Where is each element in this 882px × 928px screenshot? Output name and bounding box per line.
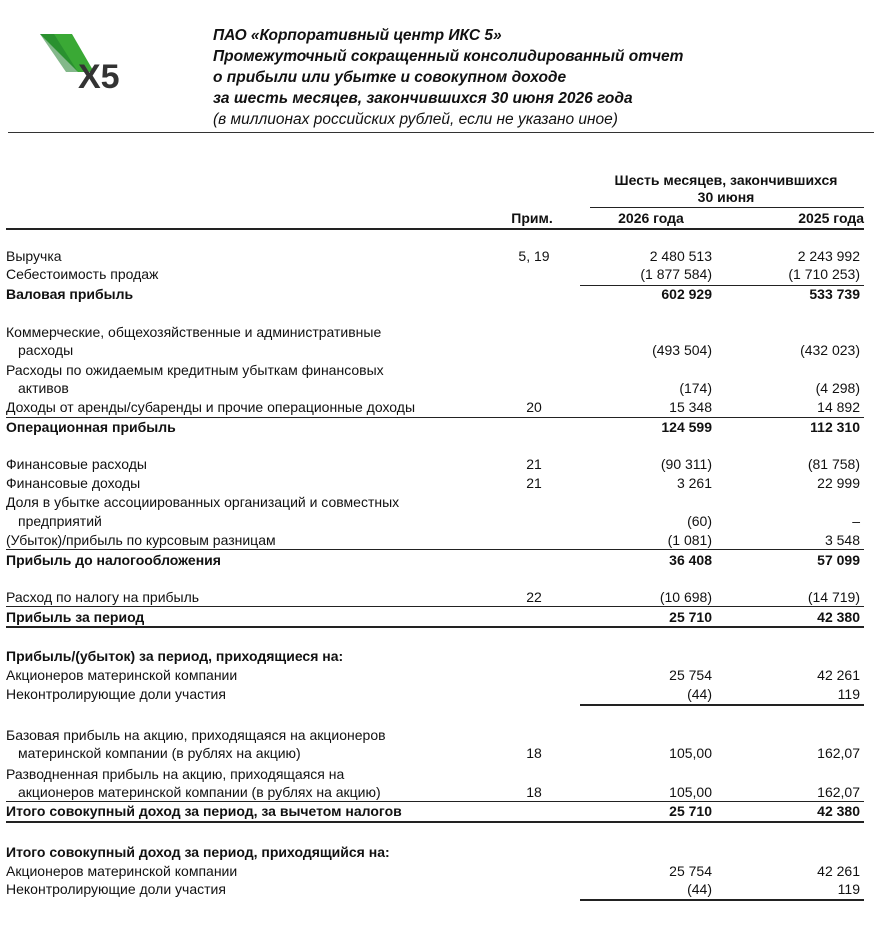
row-value-2025: 42 380	[817, 803, 860, 819]
row-value-2025: 42 261	[817, 863, 860, 879]
report-period: за шесть месяцев, закончившихся 30 июня 2026 года	[213, 90, 633, 107]
table-row	[6, 379, 866, 397]
row-value-2025: 42 380	[817, 609, 860, 625]
row-value-2025: (14 719)	[807, 589, 860, 605]
logo-text: X5	[78, 58, 120, 94]
row-label: Прибыль за период	[6, 609, 145, 625]
x5-logo	[38, 30, 138, 94]
total-rule	[6, 626, 864, 628]
table-row	[6, 744, 866, 762]
row-label: (Убыток)/прибыль по курсовым разницам	[6, 532, 276, 548]
row-label: расходы	[18, 342, 74, 358]
row-label: Прибыль/(убыток) за период, приходящиеся на:	[6, 648, 344, 664]
row-value-2026: 602 929	[661, 286, 712, 302]
report-header	[213, 25, 863, 130]
row-label: Итого совокупный доход за период, за вычетом налогов	[6, 803, 402, 819]
table-row	[6, 531, 866, 549]
row-value-2025: 14 892	[817, 399, 860, 415]
table-header-rule	[6, 228, 864, 230]
row-label: Операционная прибыль	[6, 419, 176, 435]
company-name: ПАО «Корпоративный центр ИКС 5»	[213, 27, 502, 44]
row-label: Коммерческие, общехозяйственные и административные	[6, 324, 382, 340]
note-column-header: Прим.	[511, 210, 553, 226]
report-title-line2: о прибыли или убытке и совокупном доходе	[213, 69, 567, 86]
row-label: активов	[18, 380, 69, 396]
row-value-2025: (432 023)	[800, 342, 860, 358]
row-label: Итого совокупный доход за период, приходящийся на:	[6, 844, 390, 860]
table-row	[6, 880, 866, 898]
period-header-line2: 30 июня	[697, 189, 755, 205]
table-row	[6, 398, 866, 416]
row-value-2026: (174)	[679, 380, 712, 396]
row-label: акционеров материнской компании (в рублях на акцию)	[18, 784, 381, 800]
table-row	[6, 783, 866, 801]
row-value-2025: 119	[837, 881, 860, 897]
row-note: 21	[526, 456, 542, 472]
row-label: Валовая прибыль	[6, 286, 134, 302]
row-label: Акционеров материнской компании	[6, 667, 238, 683]
row-label: Расходы по ожидаемым кредитным убыткам финансовых	[6, 362, 384, 378]
table-row	[6, 685, 866, 703]
table-row	[6, 474, 866, 492]
row-value-2026: (90 311)	[660, 456, 712, 472]
row-note: 20	[526, 399, 542, 415]
table-row	[6, 802, 866, 820]
report-units: (в миллионах российских рублей, если не указано иное)	[213, 111, 618, 128]
period-header-line1: Шесть месяцев, закончившихся	[614, 172, 838, 188]
row-value-2025: (4 298)	[815, 380, 860, 396]
total-rule	[580, 899, 864, 901]
row-value-2025: 22 999	[817, 475, 860, 491]
row-value-2026: (60)	[687, 513, 712, 529]
table-row	[6, 666, 866, 684]
row-value-2026: 25 710	[669, 803, 712, 819]
row-value-2026: 105,00	[669, 784, 712, 800]
row-value-2025: 3 548	[824, 532, 860, 548]
table-row	[6, 512, 866, 530]
row-value-2026: 124 599	[661, 419, 712, 435]
table-row	[6, 265, 866, 283]
row-value-2025: 42 261	[817, 667, 860, 683]
row-value-2025: 533 739	[809, 286, 860, 302]
total-rule	[580, 704, 864, 706]
table-row	[6, 588, 866, 606]
total-rule	[6, 821, 864, 823]
row-value-2026: 15 348	[669, 399, 712, 415]
table-row	[6, 765, 866, 783]
row-value-2025: 2 243 992	[797, 248, 860, 264]
row-label: Разводненная прибыль на акцию, приходящаяся на	[6, 766, 345, 782]
row-value-2026: (44)	[687, 881, 712, 897]
row-label: Неконтролирующие доли участия	[6, 881, 226, 897]
year1-column-header: 2026 года	[618, 210, 684, 226]
row-value-2026: 36 408	[669, 552, 712, 568]
table-row	[6, 843, 866, 861]
row-label: материнской компании (в рублях на акцию)	[18, 745, 301, 761]
row-value-2025: 162,07	[817, 784, 860, 800]
row-value-2026: 25 754	[669, 667, 712, 683]
year2-column-header: 2025 года	[798, 210, 864, 226]
subtotal-rule	[6, 606, 864, 607]
x5-logo-graphic	[38, 30, 138, 94]
table-row	[6, 418, 866, 436]
row-value-2025: 162,07	[817, 745, 860, 761]
row-value-2025: 119	[837, 686, 860, 702]
row-note: 21	[526, 475, 542, 491]
row-value-2025: –	[852, 513, 860, 529]
row-label: Прибыль до налогообложения	[6, 552, 221, 568]
table-row	[6, 341, 866, 359]
row-note: 18	[526, 745, 542, 761]
period-header-rule	[590, 207, 864, 208]
row-label: Финансовые доходы	[6, 475, 141, 491]
row-value-2025: 112 310	[810, 419, 860, 435]
table-row	[6, 247, 866, 265]
table-row	[6, 361, 866, 379]
table-row	[6, 455, 866, 473]
table-row	[6, 493, 866, 511]
row-value-2025: 57 099	[817, 552, 860, 568]
table-row	[6, 323, 866, 341]
row-value-2026: 25 710	[669, 609, 712, 625]
header-divider	[8, 132, 874, 133]
row-value-2026: 3 261	[676, 475, 712, 491]
row-value-2025: (1 710 253)	[788, 266, 860, 282]
row-note: 22	[526, 589, 542, 605]
row-value-2026: (493 504)	[652, 342, 712, 358]
row-value-2026: 105,00	[669, 745, 712, 761]
row-label: Себестоимость продаж	[6, 266, 159, 282]
report-title-line1: Промежуточный сокращенный консолидированный отчет	[213, 48, 684, 65]
row-label: Базовая прибыль на акцию, приходящаяся на акционеров	[6, 727, 386, 743]
table-row	[6, 608, 866, 626]
row-label: Выручка	[6, 248, 62, 264]
row-value-2026: (1 877 584)	[640, 266, 712, 282]
row-label: Финансовые расходы	[6, 456, 147, 472]
table-row	[6, 551, 866, 569]
row-value-2026: (44)	[687, 686, 712, 702]
row-label: Расход по налогу на прибыль	[6, 589, 200, 605]
row-value-2025: (81 758)	[807, 456, 860, 472]
row-label: предприятий	[18, 513, 102, 529]
row-label: Акционеров материнской компании	[6, 863, 238, 879]
row-label: Доля в убытке ассоциированных организаций и совместных	[6, 494, 400, 510]
row-value-2026: (1 081)	[667, 532, 712, 548]
row-value-2026: 25 754	[669, 863, 712, 879]
row-label: Доходы от аренды/субаренды и прочие операционные доходы	[6, 399, 416, 415]
table-row	[6, 726, 866, 744]
row-note: 18	[526, 784, 542, 800]
row-note: 5, 19	[518, 248, 550, 264]
period-header	[590, 172, 862, 206]
row-label: Неконтролирующие доли участия	[6, 686, 226, 702]
table-row	[6, 647, 866, 665]
table-row	[6, 862, 866, 880]
table-row	[6, 285, 866, 303]
row-value-2026: 2 480 513	[649, 248, 712, 264]
row-value-2026: (10 698)	[659, 589, 712, 605]
subtotal-rule	[6, 549, 864, 550]
